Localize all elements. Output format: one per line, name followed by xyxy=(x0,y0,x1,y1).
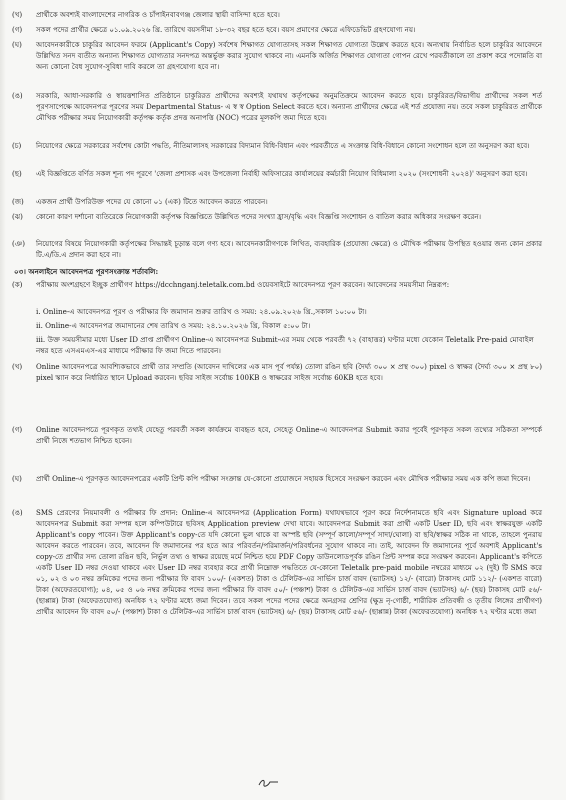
item-marker: (খ) xyxy=(12,10,23,19)
item-marker: (ক) xyxy=(12,280,23,289)
item-marker: (ঘ) xyxy=(12,474,22,483)
item-text: কোনো কারণ দর্শানো ব্যতিরেকে নিয়োগকারী কর্তৃপক্ষ বিজ্ঞপ্তিতে উল্লিখিত পদের সংখ্যা হ্রাস/বৃদ্ধি এবং বিজ্ঞপ্তি সংশোধন ও বাতিল করার অধিকার সংরক্ষণ করেন। xyxy=(36,212,482,221)
signature-mark xyxy=(256,777,284,789)
item-text: সরকারি, আধা-সরকারি ও স্বায়ত্তশাসিত প্রতিষ্ঠানে চাকুরিরত প্রার্থীদের অবশ্যই যথাযথ কর্তৃপক্ষের অনুমতিক্রমে আবেদন করতে হবে। চাকুরিরত/বিভাগীয় প্রার্থীদের সকল শর্ত পূরণসাপেক্ষে আবেদনপত্র পূরণের সময় Departmental Status- এ স্ব স্ব Option Select করতে হবে। অন্যান্য প্রার্থীদের ক্ষেত্রে এই শর্ত প্রযোজ্য নয়। তবে সকল চাকুরিরত প্রার্থীকে মৌখিক পরীক্ষার সময় নিয়োগকারী কর্তৃপক্ষ কর্তৃক প্রদত্ত অনাপত্তি (NOC) পত্রের মূলকপি জমা দিতে হবে। xyxy=(36,91,542,122)
item-marker: (ছ) xyxy=(12,169,22,178)
item-marker: (চ) xyxy=(12,141,22,150)
heading-text: ০৩। অনলাইনে আবেদনপত্র পূরণসংক্রান্ত শর্তাবলি: xyxy=(14,267,159,276)
item-text: পরীক্ষায় অংশগ্রহণে ইচ্ছুক প্রার্থীগণ https://dcchnganj.teletalk.com.bd ওয়েবসাইটে আবেদনপত্র পূরণ করবেন। আবেদনের সময়সীমা নিম্নরূপ: xyxy=(36,280,450,289)
item-text: সকল পদের প্রার্থীর ক্ষেত্রে ০১.০৯.২০২৬ খ্রি. তারিখে বয়সসীমা ১৮-৩২ বছর হতে হবে। বয়স প্রমাণের ক্ষেত্রে এফিডেভিট গ্রহণযোগ্য নয়। xyxy=(36,25,416,34)
item-text: একজন প্রার্থী উপরিউক্ত পদের যে কোনো ০১ (এক) টিতে আবেদন করতে পারবেন। xyxy=(36,197,268,206)
item-text: SMS প্রেরণের নিয়মাবলী ও পরীক্ষার ফি প্রদান: Online-এ আবেদনপত্র (Application Form) যথাযথভাবে পূরণ করে নির্দেশনামতে ছবি এবং Signature upload করে আবেদনপত্র Submit করা সম্পন্ন হলে কম্পিউটারে ছবিসহ Application preview দেখা যাবে। আবেদনপত্র Submit করা প্রার্থী একটি User ID, ছবি এবং স্বাক্ষরযুক্ত একটি Applicant's copy পাবেন। উক্ত Applicant's copy-তে যদি কোনো ভুল থাকে বা অস্পষ্ট ছবি (সম্পূর্ণ কালো/সম্পূর্ণ সাদা/ঘোলা) বা ছবি/স্বাক্ষর সঠিক না থাকে, তাহলে পুনরায় আবেদন করতে পারবেন। তবে, আবেদন ফি জমাদানের পর হতে আর পরিবর্তন/পরিমার্জন/পরিবর্ধনের সুযোগ থাকবে না। তাই, আবেদন ফি জমাদানের পূর্বে অবশ্যই Applicant's copy-তে প্রার্থীর সদ্য তোলা রঙিন ছবি, নির্ভুল তথ্য ও স্বাক্ষর রয়েছে মর্মে নিশ্চিত হয়ে PDF Copy ডাউনলোডপূর্বক রঙিন প্রিন্ট সম্পন্ন করে সংরক্ষণ করবেন। Applicant's কপিতে একটি User ID নম্বর দেওয়া থাকবে এবং User ID নম্বর ব্যবহার করে প্রার্থী নিম্নোক্ত পদ্ধতিতে যে-কোনো Teletalk pre-paid mobile নম্বরের মাধ্যমে ০২ (দুই) টি SMS করে ০১, ০২ ও ০৩ নম্বর ক্রমিকের পদের জন্য পরীক্ষার ফি বাবদ ১০০/- (একশত) টাকা ও টেলিটক-এর সার্ভিস চার্জ বাবদ (ভ্যাটসহ) ১২/- (বারো) টাকাসহ মোট ১১২/- (একশত বারো) টাকা (অফেরতযোগ্য); ০৪, ০৫ ও ০৬ নম্বর ক্রমিকের পদের জন্য পরীক্ষার ফি বাবদ ৫০/- (পঞ্চাশ) টাকা ও টেলিটক-এর সার্ভিস চার্জ বাবদ (ভ্যাটসহ) ৬/- (ছয়) টাকাসহ মোট ৫৬/- (ছাপ্পান্ন) টাকা (অফেরতযোগ্য) অনধিক ৭২ ঘণ্টার মধ্যে জমা দিবেন। তবে সকল পদের পদের ক্ষেত্রে অনগ্রসর শ্রেণির (ক্ষুদ্র নৃ-গোষ্ঠী, শারীরিক প্রতিবন্ধী ও তৃতীয় লিঙ্গের প্রার্থীগণ) প্রার্থীর আবেদন ফি বাবদ ৫০/- (পঞ্চাশ) টাকা ও টেলিটক-এর সার্ভিস চার্জ বাবদ (ভ্যাটসহ) ৬/- (ছয়) টাকাসহ মোট ৫৬/- (ছাপ্পান্ন) টাকা (অফেরতযোগ্য) অনধিক ৭২ ঘণ্টার মধ্যে জমা xyxy=(36,508,542,616)
item-marker: (ঘ) xyxy=(12,40,22,49)
sub-item-text: iii. উক্ত সময়সীমার মধ্যে User ID প্রাপ্ত প্রার্থীগণ Online-এ আবেদনপত্র Submit-এর সময় থেকে পরবর্তী ৭২ (বাহাত্তর) ঘণ্টার মধ্যে যেকোন Teletalk Pre-paid মোবাইল নম্বর হতে এসএমএস-এর মাধ্যমে পরীক্ষার ফি জমা দিতে পারবেন। xyxy=(36,335,534,355)
item-text: প্রার্থীকে অবশ্যই বাংলাদেশের নাগরিক ও চাঁপাইনবাবগঞ্জ জেলার স্থায়ী বাসিন্দা হতে হবে। xyxy=(36,10,280,19)
item-text: নিয়োগের ক্ষেত্রে সরকারের সর্বশেষ কোটা পদ্ধতি, নীতিমালাসহ সরকারের বিদ্যমান বিধি-বিধান এবং পরবর্তীতে এ সংক্রান্ত বিধি-বিধানে কোনো সংশোধন হলে তা অনুসরণ করা হবে। xyxy=(36,141,530,150)
item-text: এই বিজ্ঞপ্তিতে বর্ণিত সকল শূন্য পদ পূরণে 'জেলা প্রশাসক এবং উপজেলা নির্বাহী অফিসারের কার্যালয়ের কর্মচারী নিয়োগ বিধিমালা ২০২০ (সংশোধনী ২০২৪)' অনুসরণ করা হবে। xyxy=(36,169,528,178)
item-marker: (জ) xyxy=(12,197,24,206)
sub-item-text: i. Online-এ আবেদনপত্র পূরণ ও পরীক্ষার ফি জমাদান শুরুর তারিখ ও সময়: ২৪.০৯.২০২৬ খ্রি.,সকাল ১০:০০ টা। xyxy=(36,307,367,316)
item-text: নিয়োগের বিষয়ে নিয়োগকারী কর্তৃপক্ষের সিদ্ধান্তই চূড়ান্ত বলে গণ্য হবে। আবেদনকারীগণকে লিখিত, ব্যবহারিক (প্রযোজ্য ক্ষেত্রে) ও মৌখিক পরীক্ষায় উপস্থিত হওয়ার জন্য কোন প্রকার টি.এ/ডি.এ প্রদান করা হবে না। xyxy=(36,239,542,259)
item-marker: (ঙ) xyxy=(12,508,23,517)
item-marker: (গ) xyxy=(12,25,23,34)
sub-item-text: ii. Online-এ আবেদনপত্র জমাদানের শেষ তারিখ ও সময়: ২৪.১০.২০২৬ খ্রি, বিকাল ৫:০০ টা। xyxy=(36,321,311,330)
item-text: Online আবেদনপত্রে আবশ্যিকভাবে প্রার্থী তার সম্প্রতি (আবেদন দাখিলের এক মাস পূর্ব পর্যন্ত) তোলা রঙিন ছবি (দৈর্ঘ্য ৩০০ × প্রস্থ ৩০০) pixel ও স্বাক্ষর (দৈর্ঘ্য ৩০০ × প্রস্থ ৮০) pixel স্ক্যান করে নির্ধারিত স্থানে Upload করবেন। ছবির সাইজ সর্বোচ্চ 100KB ও স্বাক্ষরের সাইজ সর্বোচ্চ 60KB হতে হবে। xyxy=(36,362,542,382)
item-marker: (ঙ) xyxy=(12,91,23,100)
scan-edge-shadow xyxy=(0,0,6,800)
item-text: Online আবেদনপত্রে পূরণকৃত তথ্যই যেহেতু পরবর্তী সকল কার্যক্রমে ব্যবহৃত হবে, সেহেতু Online-এ আবেদনপত্র Submit করার পূর্বেই পূরণকৃত সকল তথ্যের সঠিকতা সম্পর্কে প্রার্থী নিজে শতভাগ নিশ্চিত হবেন। xyxy=(36,425,542,445)
item-marker: (ঝ) xyxy=(12,212,23,221)
item-marker: (ঞ) xyxy=(12,239,25,248)
item-text: আবেদনকারীকে চাকুরির আবেদন ফরমে (Applicant's Copy) সর্বশেষ শিক্ষাগত যোগ্যতাসহ সকল শিক্ষাগত যোগ্যতা উল্লেখ করতে হবে। অন্যথায় নির্বাচিত হলে চাকুরির আবেদনে উল্লিখিত সনদ ব্যতীত অন্যান্য শিক্ষাগত যোগ্যতার সনদপত্র অন্তর্ভুক্ত করার সুযোগ থাকবে না। এমনকি অর্জিত শিক্ষাগত যোগ্যতা গোপন রেখে পরবর্তীকালে তা প্রকাশ করে পদোন্নতি বা অন্য কোনো বৈধ সুযোগ-সুবিধা দাবি করলে তা গ্রহণযোগ্য হবে না। xyxy=(36,40,542,71)
item-marker: (খ) xyxy=(12,362,23,371)
item-marker: (গ) xyxy=(12,425,23,434)
item-text: প্রার্থী Online-এ পূরণকৃত আবেদনপত্রের একটি প্রিন্ট কপি পরীক্ষা সংক্রান্ত যে-কোনো প্রয়োজনে সহায়ক হিসেবে সংরক্ষণ করবেন এবং মৌখিক পরীক্ষার সময় এক কপি জমা দিবেন। xyxy=(36,474,531,483)
